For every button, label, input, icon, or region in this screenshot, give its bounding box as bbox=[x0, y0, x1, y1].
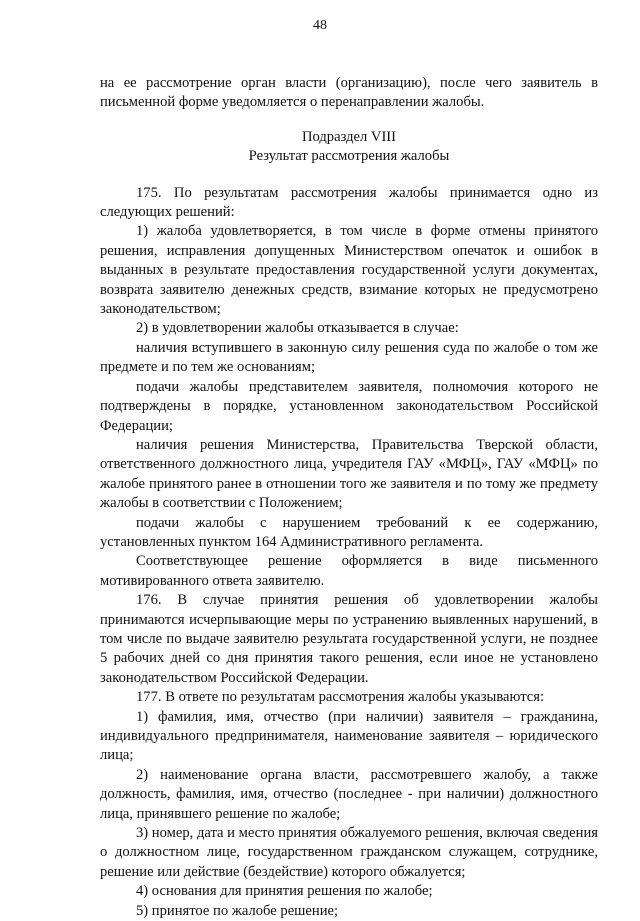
list-item: 4) основания для принятия решения по жалобе; bbox=[136, 883, 433, 900]
paragraph-175: 175. По результатам рассмотрения жалобы принимается одно из следующих решений: bbox=[100, 184, 598, 221]
list-item: 1) жалоба удовлетворяется, в том числе в форме отмены принятого решения, исправления допущенных Министерством опечаток и ошибок в выданных в результате предоставления государственной услуги документах, возврата заявителю денежных средств, взимание которых не предусмотрено законодательством; bbox=[100, 223, 598, 318]
paragraph-176: 176. В случае принятия решения об удовлетворении жалобы принимаются исчерпывающие меры по устранению выявленных нарушений, в том числе по выдаче заявителю результата государственной услуги, не позднее 5 рабочих дней со дня принятия такого решения, если иное не установлено законодательством Российской Федерации. bbox=[100, 592, 598, 686]
subsection-title: Подраздел VIII bbox=[301, 128, 397, 145]
list-item: 3) номер, дата и место принятия обжалуемого решения, включая сведения о должностном лице, государственном гражданском служащем, сотруднике, решение или действие (бездействие) которого обжалуется; bbox=[100, 825, 598, 880]
page-number: 48 bbox=[313, 18, 327, 33]
list-item: наличия вступившего в законную силу решения суда по жалобе о том же предмете и по тем же основаниям; bbox=[100, 339, 598, 376]
list-item: 1) фамилия, имя, отчество (при наличии) заявителя – гражданина, индивидуального предпринимателя, наименование заявителя – юридического лица; bbox=[100, 708, 598, 764]
spacer bbox=[100, 113, 598, 128]
document-body bbox=[100, 74, 598, 921]
intro-paragraph: на ее рассмотрение орган власти (организацию), после чего заявитель в письменной форме уведомляется о перенаправлении жалобы. bbox=[100, 75, 598, 111]
list-item: 2) наименование органа власти, рассмотревшего жалобу, а также должность, фамилия, имя, отчество (последнее - при наличии) должностного лица, принявшего решение по жалобе; bbox=[100, 766, 598, 822]
list-item: подачи жалобы с нарушением требований к ее содержанию, установленных пунктом 164 Административного регламента. bbox=[100, 514, 598, 550]
list-item: наличия решения Министерства, Правительства Тверской области, ответственного должностного лица, учредителя ГАУ «МФЦ», ГАУ «МФЦ» по жалобе принятого ранее в отношении того же заявителя и по тому же предмету жалобы в соответствии с Положением; bbox=[100, 436, 598, 512]
list-item: 5) принятое по жалобе решение; bbox=[136, 902, 339, 919]
subsection-subtitle: Результат рассмотрения жалобы bbox=[248, 148, 450, 165]
list-item: подачи жалобы представителем заявителя, полномочия которого не подтверждены в порядке, установленном законодательством Российской Федерации; bbox=[100, 378, 598, 434]
paragraph-177: 177. В ответе по результатам рассмотрения жалобы указываются: bbox=[136, 689, 545, 706]
spacer bbox=[100, 167, 598, 184]
paragraph: Соответствующее решение оформляется в виде письменного мотивированного ответа заявителю. bbox=[100, 553, 598, 589]
list-item: 2) в удовлетворении жалобы отказывается в случае: bbox=[136, 320, 459, 337]
